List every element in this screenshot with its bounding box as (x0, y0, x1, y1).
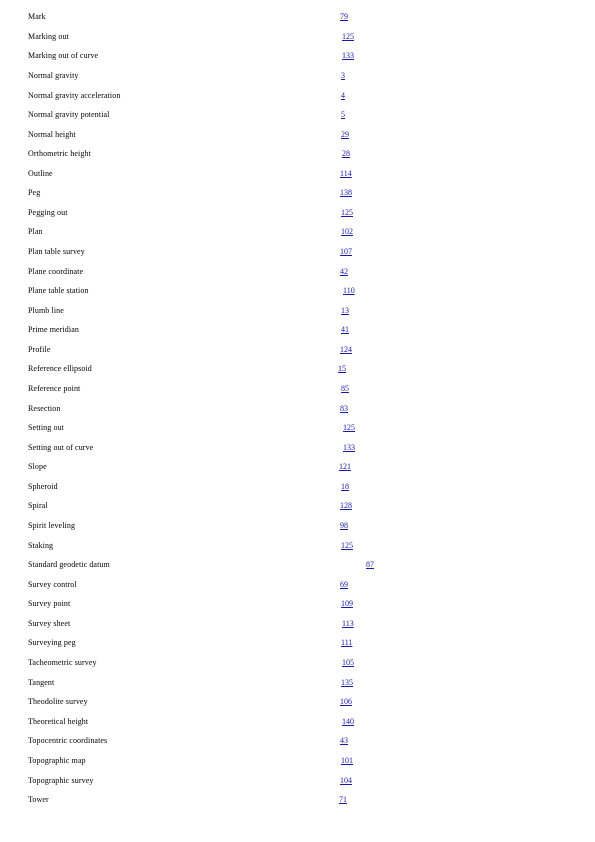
page-number-link[interactable]: 104 (340, 776, 352, 785)
index-entry (0, 48, 595, 64)
index-entry (0, 205, 595, 221)
index-term: Staking (28, 541, 54, 550)
index-term: Plan (28, 227, 43, 236)
index-term: Marking out (28, 32, 69, 41)
page-number-link[interactable]: 101 (341, 756, 353, 765)
index-entry (0, 792, 595, 808)
index-entry (0, 616, 595, 632)
page-number-link[interactable]: 13 (341, 306, 349, 315)
index-entry (0, 322, 595, 338)
page-number-link[interactable]: 124 (340, 345, 352, 354)
index-term: Normal gravity acceleration (28, 91, 121, 100)
index-term: Prime meridian (28, 325, 79, 334)
index-term: Peg (28, 188, 41, 197)
page-number-link[interactable]: 41 (341, 325, 349, 334)
page-number-link[interactable]: 133 (342, 51, 354, 60)
index-entry (0, 283, 595, 299)
page-number-link[interactable]: 113 (342, 619, 354, 628)
index-entry (0, 773, 595, 789)
index-entry (0, 29, 595, 45)
index-entry (0, 342, 595, 358)
page-number-link[interactable]: 85 (341, 384, 349, 393)
page-number-link[interactable]: 5 (341, 110, 345, 119)
page-number-link[interactable]: 125 (341, 208, 353, 217)
index-term: Survey point (28, 599, 71, 608)
page-number-link[interactable]: 15 (338, 364, 346, 373)
index-term: Normal gravity potential (28, 110, 110, 119)
index-entry (0, 420, 595, 436)
index-term: Tacheometric survey (28, 658, 97, 667)
page-number-link[interactable]: 87 (366, 560, 374, 569)
page-number-link[interactable]: 83 (340, 404, 348, 413)
page-number-link[interactable]: 128 (340, 501, 352, 510)
page-number-link[interactable]: 43 (340, 736, 348, 745)
page-number-link[interactable]: 105 (342, 658, 354, 667)
index-term: Topographic survey (28, 776, 94, 785)
index-entry (0, 459, 595, 475)
page-number-link[interactable]: 125 (342, 32, 354, 41)
page-number-link[interactable]: 109 (341, 599, 353, 608)
index-entry (0, 733, 595, 749)
index-entry (0, 185, 595, 201)
index-entry (0, 479, 595, 495)
index-entry (0, 401, 595, 417)
index-entry (0, 244, 595, 260)
page-number-link[interactable]: 106 (340, 697, 352, 706)
index-term: Orthometric height (28, 149, 91, 158)
index-term: Tangent (28, 678, 55, 687)
index-term: Theoretical height (28, 717, 89, 726)
index-term: Spheroid (28, 482, 58, 491)
page-number-link[interactable]: 114 (340, 169, 352, 178)
page-number-link[interactable]: 138 (340, 188, 352, 197)
index-entry (0, 498, 595, 514)
index-entry (0, 361, 595, 377)
page-number-link[interactable]: 102 (341, 227, 353, 236)
index-term: Profile (28, 345, 51, 354)
index-entry (0, 127, 595, 143)
page-number-link[interactable]: 4 (341, 91, 345, 100)
page-number-link[interactable]: 111 (341, 638, 353, 647)
index-term: Mark (28, 12, 46, 21)
page-number-link[interactable]: 125 (341, 541, 353, 550)
index-entry (0, 166, 595, 182)
index-term: Pegging out (28, 208, 68, 217)
index-entry (0, 224, 595, 240)
index-term: Plumb line (28, 306, 64, 315)
index-term: Topographic map (28, 756, 86, 765)
index-term: Setting out of curve (28, 443, 94, 452)
index-entry (0, 538, 595, 554)
index-entry (0, 694, 595, 710)
index-term: Survey sheet (28, 619, 71, 628)
page-number-link[interactable]: 121 (339, 462, 351, 471)
index-term: Plane coordinate (28, 267, 84, 276)
index-entry (0, 107, 595, 123)
index-term: Surveying peg (28, 638, 76, 647)
page-number-link[interactable]: 79 (340, 12, 348, 21)
index-entry (0, 714, 595, 730)
index-term: Plane table station (28, 286, 89, 295)
index-term: Normal gravity (28, 71, 79, 80)
page-number-link[interactable]: 69 (340, 580, 348, 589)
index-term: Resection (28, 404, 61, 413)
index-entry (0, 753, 595, 769)
page-number-link[interactable]: 135 (341, 678, 353, 687)
index-entry (0, 264, 595, 280)
index-entry (0, 381, 595, 397)
page-number-link[interactable]: 98 (340, 521, 348, 530)
index-term: Survey control (28, 580, 77, 589)
index-entry (0, 303, 595, 319)
index-term: Spirit leveling (28, 521, 76, 530)
page-number-link[interactable]: 3 (341, 71, 345, 80)
index-entry (0, 635, 595, 651)
index-term: Spiral (28, 501, 48, 510)
index-entry (0, 675, 595, 691)
index-term: Normal height (28, 130, 76, 139)
page-number-link[interactable]: 28 (342, 149, 350, 158)
page-number-link[interactable]: 18 (341, 482, 349, 491)
index-entry (0, 9, 595, 25)
index-term: Outline (28, 169, 53, 178)
index-entry (0, 557, 595, 573)
index-term: Reference point (28, 384, 81, 393)
page-number-link[interactable]: 133 (343, 443, 355, 452)
index-term: Reference ellipsoid (28, 364, 92, 373)
index-term: Marking out of curve (28, 51, 99, 60)
index-entry (0, 577, 595, 593)
index-entry (0, 440, 595, 456)
index-term: Tower (28, 795, 49, 804)
page-number-link[interactable]: 125 (343, 423, 355, 432)
page-number-link[interactable]: 110 (343, 286, 355, 295)
page-number-link[interactable]: 140 (342, 717, 354, 726)
index-entry (0, 146, 595, 162)
page-number-link[interactable]: 29 (341, 130, 349, 139)
page-number-link[interactable]: 71 (339, 795, 347, 804)
index-term: Topocentric coordinates (28, 736, 108, 745)
index-term: Slope (28, 462, 47, 471)
index-entry (0, 68, 595, 84)
index-term: Setting out (28, 423, 64, 432)
index-entry (0, 88, 595, 104)
index-term: Standard geodetic datum (28, 560, 110, 569)
index-term: Theodolite survey (28, 697, 88, 706)
index-entry (0, 596, 595, 612)
page-number-link[interactable]: 107 (340, 247, 352, 256)
index-entry (0, 518, 595, 534)
index-term: Plan table survey (28, 247, 85, 256)
page-number-link[interactable]: 42 (340, 267, 348, 276)
index-entry (0, 655, 595, 671)
